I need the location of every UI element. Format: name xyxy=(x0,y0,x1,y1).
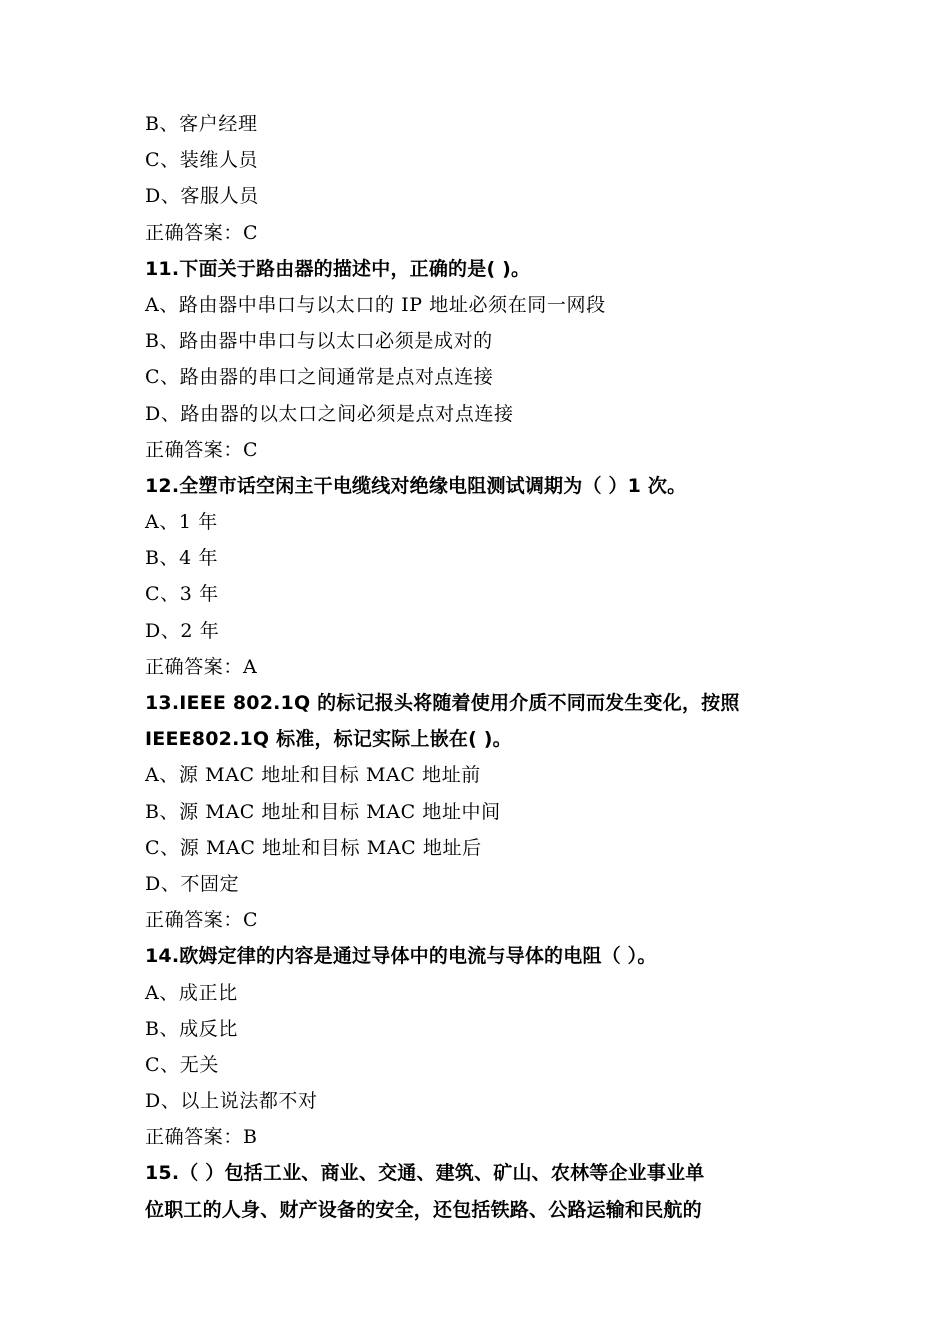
option-line: D、以上说法都不对 xyxy=(145,1090,318,1113)
option-line: C、3 年 xyxy=(145,583,219,606)
option-line: A、源 MAC 地址和目标 MAC 地址前 xyxy=(145,764,481,787)
answer-line: 正确答案：C xyxy=(145,221,259,244)
option-line: B、客户经理 xyxy=(145,113,258,135)
option-line: B、4 年 xyxy=(145,547,219,570)
option-line: D、客服人员 xyxy=(145,185,259,208)
answer-line: 正确答案：C xyxy=(145,909,259,932)
option-line: A、1 年 xyxy=(145,511,218,534)
answer-line: 正确答案：B xyxy=(145,1126,258,1149)
question-line: 11.下面关于路由器的描述中，正确的是( )。 xyxy=(145,257,531,280)
option-line: C、无关 xyxy=(145,1053,219,1076)
answer-line: 正确答案：C xyxy=(145,438,259,461)
option-line: B、路由器中串口与以太口必须是成对的 xyxy=(145,330,493,353)
option-line: D、2 年 xyxy=(145,619,220,642)
question-line: IEEE802.1Q 标准，标记实际上嵌在( )。 xyxy=(145,728,512,751)
option-line: D、不固定 xyxy=(145,872,240,895)
option-line: C、源 MAC 地址和目标 MAC 地址后 xyxy=(145,836,482,859)
option-line: D、路由器的以太口之间必须是点对点连接 xyxy=(145,402,514,425)
option-line: B、成反比 xyxy=(145,1017,238,1040)
question-line: 12.全塑市话空闲主干电缆线对绝缘电阻测试调期为（ ）1 次。 xyxy=(145,474,687,497)
option-line: C、装维人员 xyxy=(145,149,259,172)
question-line: 15.（ ）包括工业、商业、交通、建筑、矿山、农林等企业事业单 xyxy=(145,1162,705,1185)
question-line: 位职工的人身、财产设备的安全，还包括铁路、公路运输和民航的 xyxy=(145,1198,702,1221)
answer-line: 正确答案：A xyxy=(145,655,258,678)
option-line: C、路由器的串口之间通常是点对点连接 xyxy=(145,366,494,389)
question-line: 13.IEEE 802.1Q 的标记报头将随着使用介质不同而发生变化，按照 xyxy=(145,692,740,714)
option-line: A、路由器中串口与以太口的 IP 地址必须在同一网段 xyxy=(145,293,606,316)
question-content xyxy=(145,106,815,1228)
option-line: B、源 MAC 地址和目标 MAC 地址中间 xyxy=(145,800,501,823)
option-line: A、成正比 xyxy=(145,981,238,1004)
question-line: 14.欧姆定律的内容是通过导体中的电流与导体的电阻（ ）。 xyxy=(145,945,657,968)
